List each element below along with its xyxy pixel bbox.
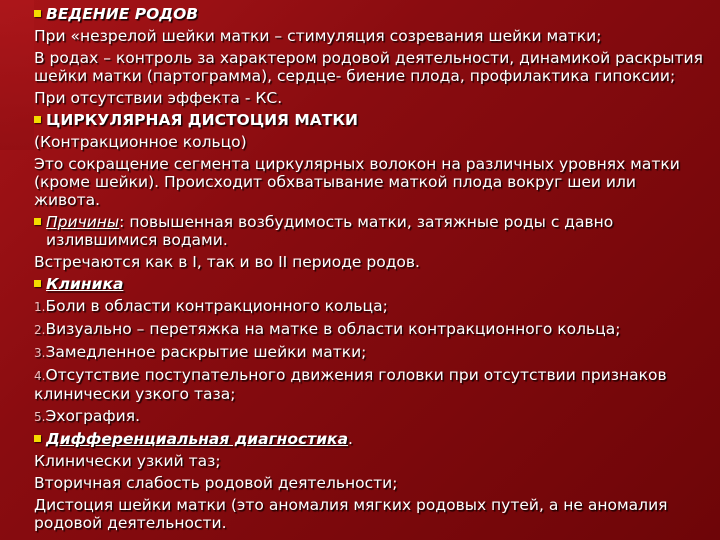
section-heading-delivery: ВЕДЕНИЕ РОДОВ [34, 5, 706, 23]
paragraph: Встречаются как в I, так и во II периоде родов. [34, 253, 420, 271]
paragraph: Вторичная слабость родовой деятельности; [34, 474, 398, 492]
paragraph: При «незрелой шейки матки – стимуляция созревания шейки матки; [34, 27, 602, 45]
background-accent [0, 0, 34, 150]
list-item: 2.Визуально – перетяжка на матке в области контракционного кольца; [34, 320, 621, 338]
causes-label: Причины [46, 213, 120, 231]
bullet-icon [34, 218, 41, 225]
bullet-icon [34, 10, 41, 17]
list-item: 5.Эхография. [34, 407, 140, 425]
paragraph: При отсутствии эффекта - КС. [34, 89, 283, 107]
causes-item [34, 213, 706, 249]
paragraph: Это сокращение сегмента циркулярных волокон на различных уровнях матки (кроме шейки). Происходит обхватывание маткой плода вокруг шеи или живота. [34, 155, 680, 209]
bullet-icon [34, 280, 41, 287]
bullet-icon [34, 435, 41, 442]
paragraph: Дистоция шейки матки (это аномалия мягких родовых путей, а не аномалия родовой деятельности. [34, 496, 668, 532]
paragraph: В родах – контроль за характером родовой деятельности, динамикой раскрытия шейки матки (партограмма), сердце- биение плода, профилактика гипоксии; [34, 49, 703, 85]
section-heading-dystocia: ЦИРКУЛЯРНАЯ ДИСТОЦИЯ МАТКИ [34, 111, 706, 129]
list-item: 1.Боли в области контракционного кольца; [34, 297, 388, 315]
causes-text: : повышенная возбудимость матки, затяжные роды с давно излившимися водами. [46, 213, 614, 249]
list-item: 3.Замедленное раскрытие шейки матки; [34, 343, 367, 361]
list-item: 4.Отсутствие поступательного движения головки при отсутствии признаков клинически узкого таза; [34, 366, 667, 403]
bullet-icon [34, 116, 41, 123]
section-heading-differential: Дифференциальная диагностика. [34, 430, 706, 448]
paragraph: Клинически узкий таз; [34, 452, 221, 470]
section-heading-clinic: Клиника [34, 275, 706, 293]
slide-content [34, 5, 706, 536]
paragraph: (Контракционное кольцо) [34, 133, 247, 151]
